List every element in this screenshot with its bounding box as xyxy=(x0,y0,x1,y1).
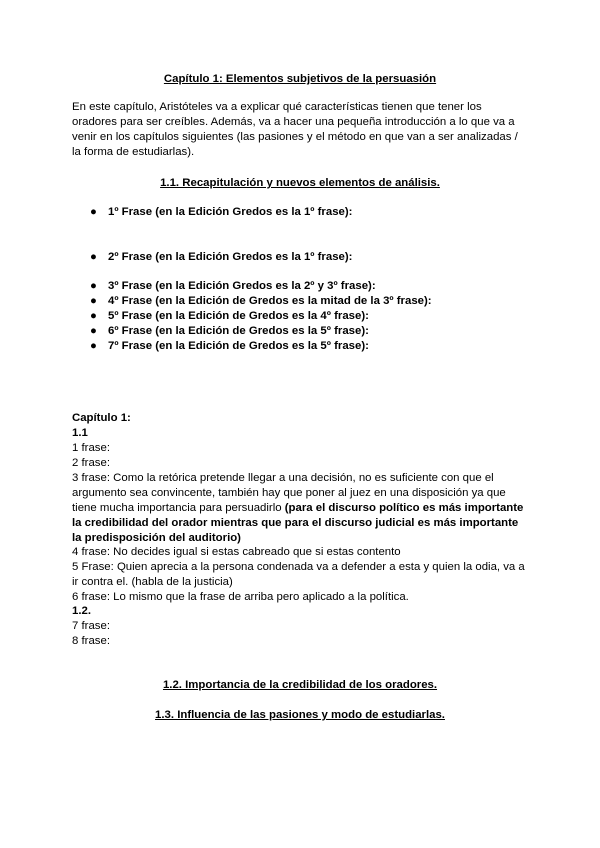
intro-paragraph: En este capítulo, Aristóteles va a explicar qué características tienen que tener los oradores para ser creíbles. Además, va a hacer una pequeña introducción a lo que va a venir en los capítulos siguientes (las pasiones y el método en que van a ser analizadas / la forma de estudiarlas). xyxy=(72,101,518,158)
bullet-icon: ● xyxy=(90,325,97,337)
notes-heading: Capítulo 1: xyxy=(72,412,131,424)
note-frase-3-emphasis: (para el discurso político es más importante la credibilidad del orador mientras que para el discurso judicial es más importante la predisposición del auditorio) xyxy=(72,502,524,544)
bullet-icon: ● xyxy=(90,206,97,218)
notes-subheading-1-1: 1.1 xyxy=(72,427,88,439)
note-frase-2: 2 frase: xyxy=(72,457,110,469)
section-1-2-title: 1.2. Importancia de la credibilidad de los oradores. xyxy=(162,679,438,691)
note-frase-3: 3 frase: Como la retórica pretende llegar a una decisión, no es suficiente con que el argumento sea convincente, también hay que poner al juez en una disposición ya que tiene mucha importancia para persuadirlo (para el discurso político es más importante la credibilidad del orador mientras que para el discurso judicial es más importante la predisposición del auditorio) xyxy=(72,472,524,544)
note-frase-7: 7 frase: xyxy=(72,620,110,632)
note-frase-5: 5 Frase: Quien aprecia a la persona condenada va a defender a esta y quien la odia, va a ir contra el. (habla de la justicia) xyxy=(72,561,525,588)
bullet-icon: ● xyxy=(90,295,97,307)
bullet-icon: ● xyxy=(90,340,97,352)
section-1-3-title: 1.3. Influencia de las pasiones y modo de estudiarlas. xyxy=(155,709,445,721)
bullet-icon: ● xyxy=(90,251,97,263)
notes-subheading-1-2: 1.2. xyxy=(72,605,91,617)
note-frase-6: 6 frase: Lo mismo que la frase de arriba pero aplicado a la política. xyxy=(72,591,409,603)
chapter-title: Capítulo 1: Elementos subjetivos de la persuasión xyxy=(163,73,437,85)
note-frase-8: 8 frase: xyxy=(72,635,110,647)
note-frase-1: 1 frase: xyxy=(72,442,110,454)
bullet-icon: ● xyxy=(90,280,97,292)
section-1-1-title: 1.1. Recapitulación y nuevos elementos de análisis. xyxy=(160,177,440,189)
note-frase-4: 4 frase: No decides igual si estas cabreado que si estas contento xyxy=(72,546,401,558)
bullet-icon: ● xyxy=(90,310,97,322)
